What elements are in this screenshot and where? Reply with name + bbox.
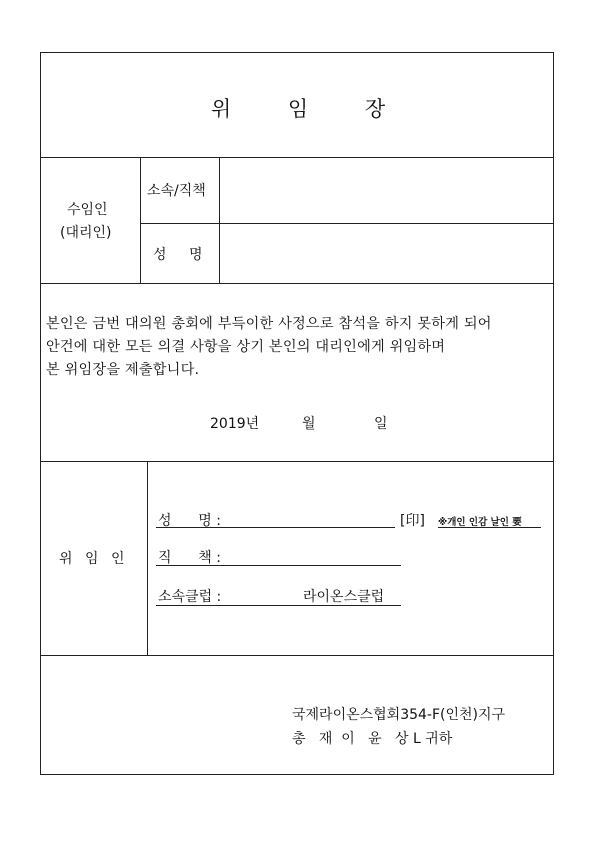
divider-delegator-end bbox=[41, 655, 553, 656]
document-title bbox=[41, 93, 555, 123]
delegator-name-line[interactable] bbox=[156, 527, 395, 528]
delegator-position-line[interactable] bbox=[156, 565, 401, 566]
proxy-name-label-char1: 성 bbox=[153, 247, 167, 263]
recipient-line2: 총 재 이 윤 상 L 귀하 bbox=[292, 731, 453, 747]
divider-proxy-rows bbox=[140, 223, 553, 224]
affiliation-field[interactable] bbox=[221, 159, 551, 221]
date-month: 월 bbox=[302, 416, 316, 432]
delegator-club-label: 소속클럽 : bbox=[158, 589, 222, 605]
title-char: 장 bbox=[364, 97, 386, 121]
delegator-club-value: 라이온스클럽 bbox=[303, 589, 385, 605]
title-char: 임 bbox=[287, 97, 309, 121]
proxy-name-field[interactable] bbox=[221, 225, 551, 281]
delegator-label-divider bbox=[147, 461, 148, 655]
divider-proxy-end bbox=[41, 283, 553, 284]
delegator-label: 위 임 인 bbox=[59, 551, 129, 567]
delegator-club-line[interactable] bbox=[156, 605, 401, 606]
date-day: 일 bbox=[374, 416, 388, 432]
divider-statement-end bbox=[41, 461, 553, 462]
statement-line2: 안건에 대한 모든 의결 사항을 상기 본인의 대리인에게 위임하며 bbox=[46, 339, 446, 355]
seal-mark: [印] bbox=[400, 513, 425, 529]
recipient-line1: 국제라이온스협회354-F(인천)지구 bbox=[292, 707, 506, 723]
seal-notice: ※개인 인감 날인 要 bbox=[438, 517, 522, 528]
date-year: 2019년 bbox=[210, 416, 260, 432]
proxy-label-line1: 수임인 bbox=[67, 202, 108, 218]
statement-line1: 본인은 금번 대의원 총회에 부득이한 사정으로 참석을 하지 못하게 되어 bbox=[46, 316, 492, 332]
proxy-label-divider bbox=[140, 157, 141, 283]
statement-line3: 본 위임장을 제출합니다. bbox=[46, 362, 200, 378]
proxy-name-label-char2: 명 bbox=[189, 247, 203, 263]
title-char: 위 bbox=[210, 97, 232, 121]
proxy-form bbox=[40, 52, 554, 775]
proxy-label-line2: (대리인) bbox=[60, 225, 112, 241]
seal-notice-underline bbox=[438, 527, 541, 528]
delegator-name-label: 성 명 : bbox=[158, 513, 221, 529]
affiliation-label: 소속/직책 bbox=[147, 183, 206, 199]
proxy-field-divider bbox=[219, 157, 220, 283]
delegator-position-label: 직 책 : bbox=[158, 550, 221, 566]
divider-title bbox=[41, 157, 553, 158]
